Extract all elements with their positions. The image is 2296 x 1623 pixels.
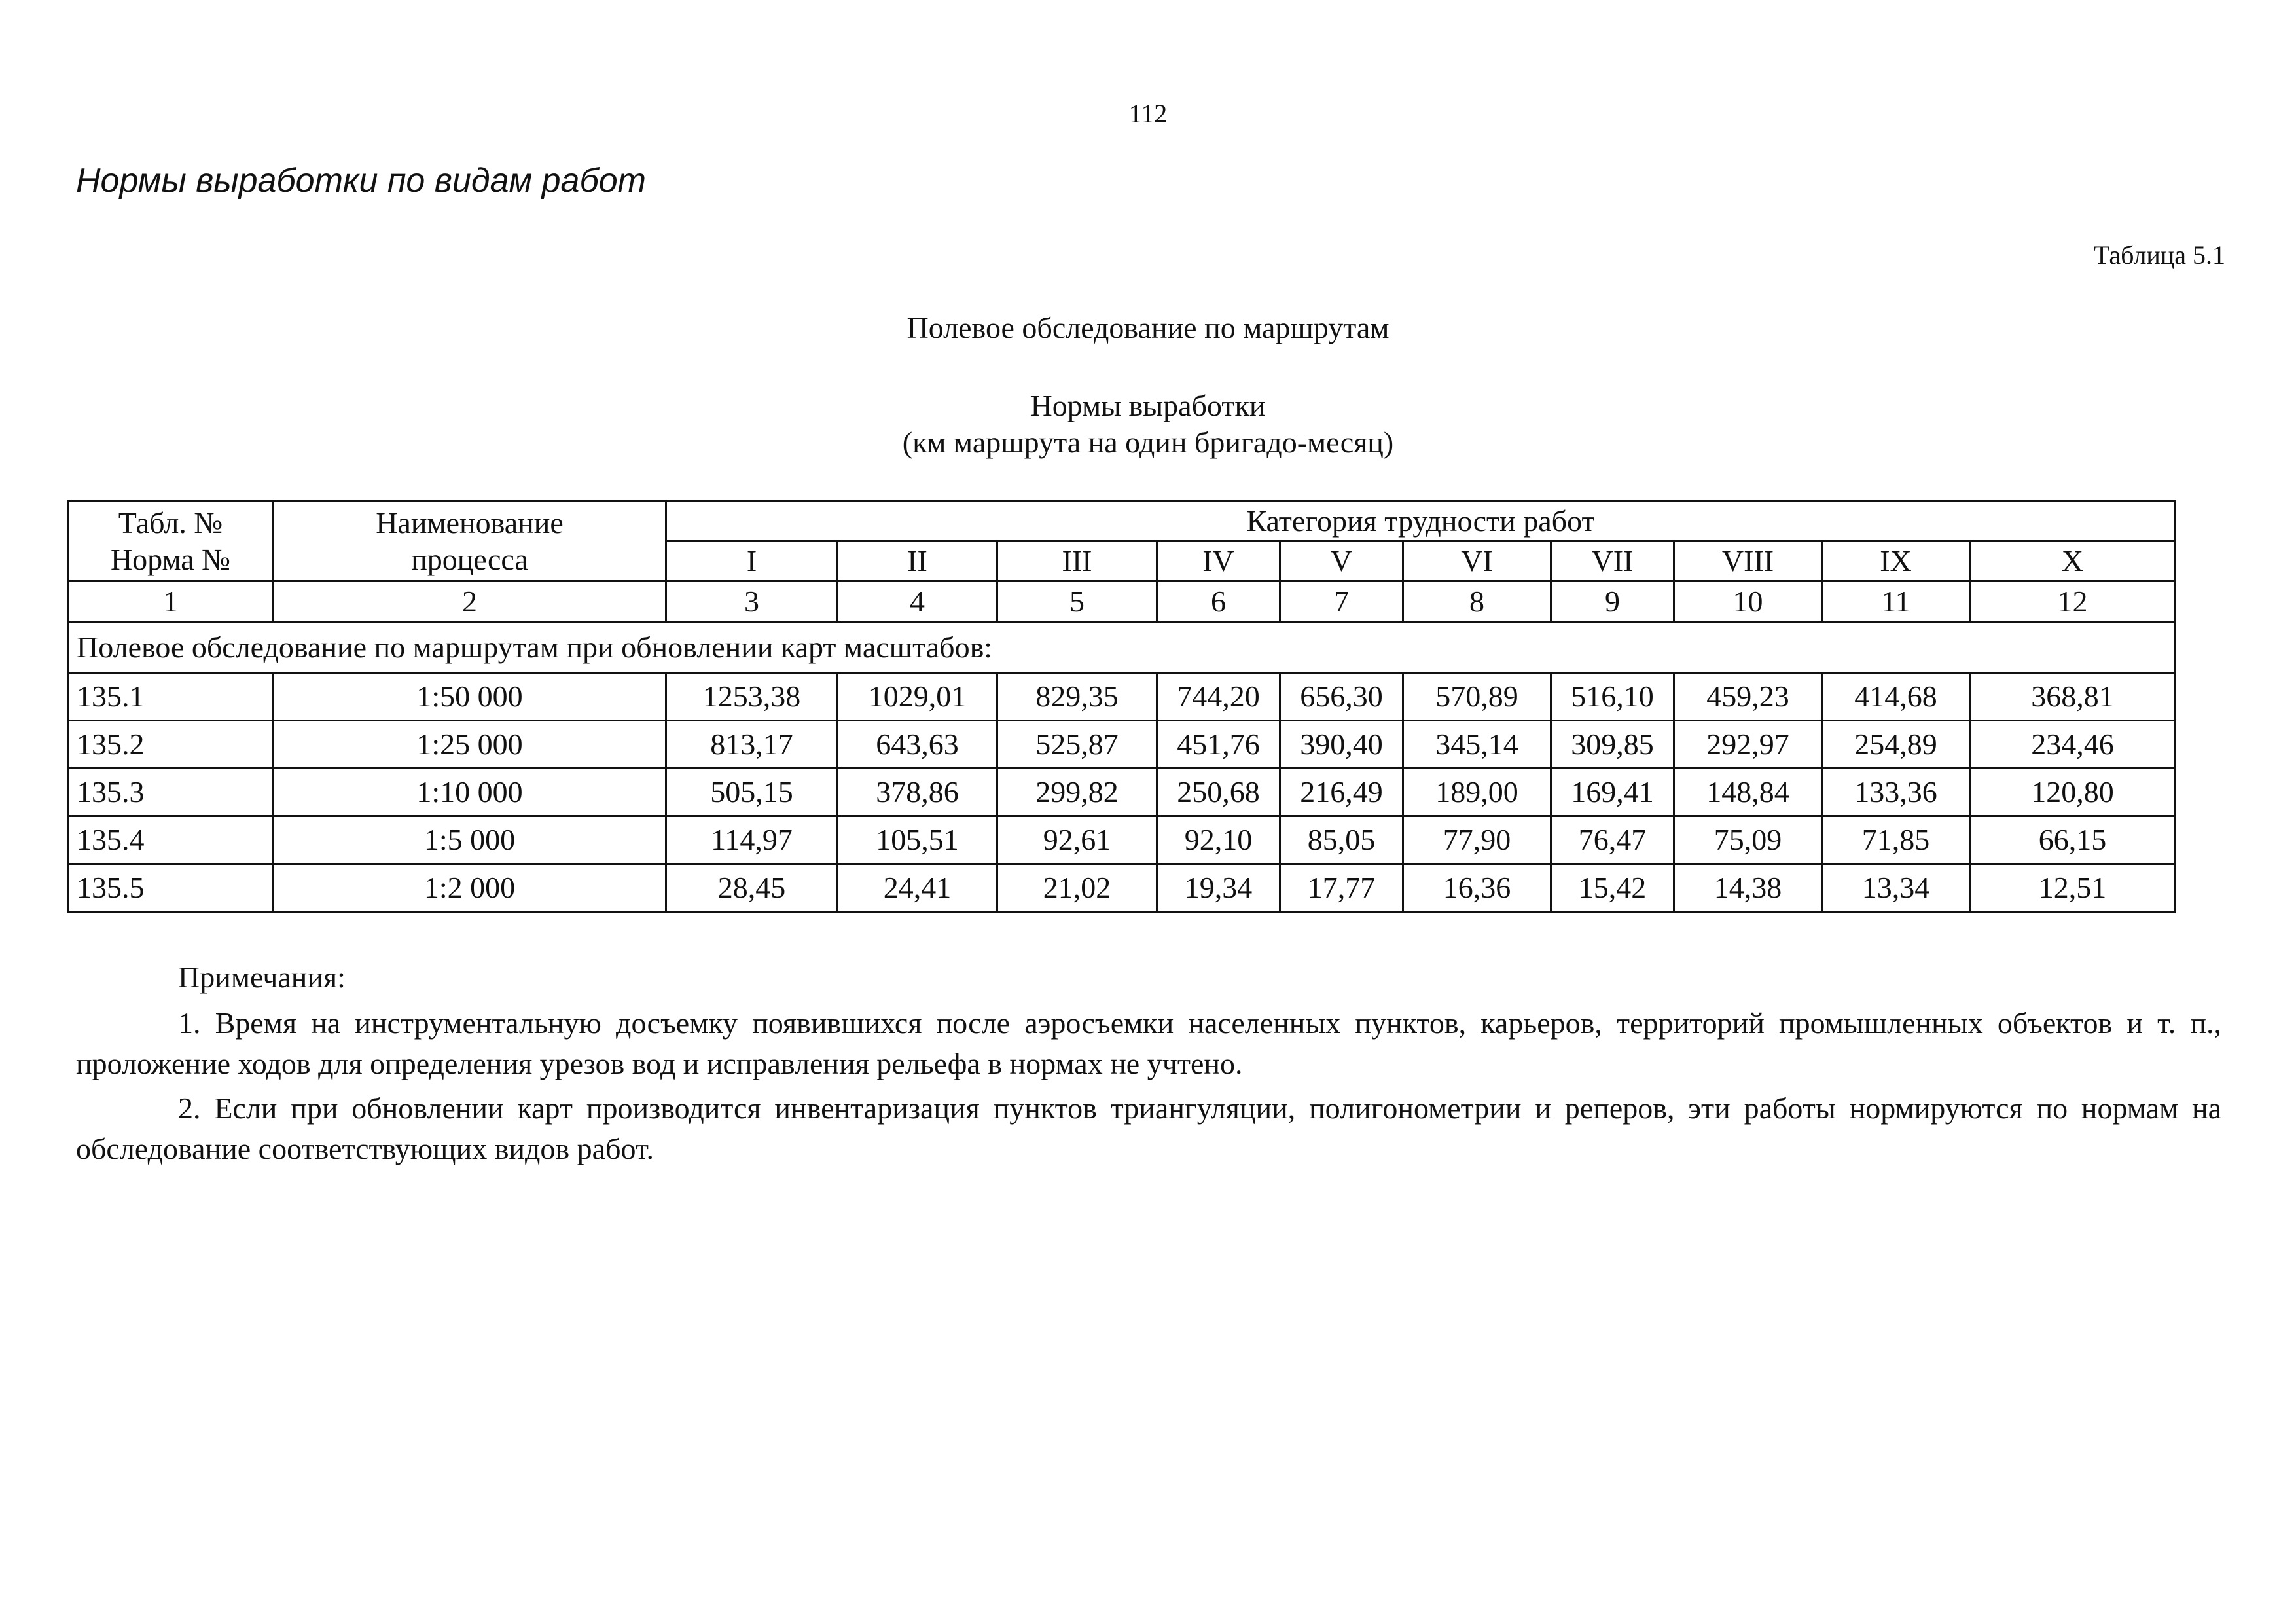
table-row (68, 769, 2176, 816)
norms-table (67, 500, 2176, 913)
column-number-row (68, 581, 2176, 623)
category-cell: VIII (1674, 541, 1822, 581)
scale-cell: 1:5 000 (274, 816, 666, 864)
scale-cell: 1:10 000 (274, 769, 666, 816)
section-title: Нормы выработки по видам работ (76, 162, 646, 200)
category-cell: VI (1403, 541, 1551, 581)
notes (76, 957, 2221, 1173)
norm-number-cell: 135.1 (68, 673, 274, 721)
value-cell: 813,17 (666, 721, 838, 769)
value-cell: 368,81 (1970, 673, 2176, 721)
value-cell: 1253,38 (666, 673, 838, 721)
value-cell: 459,23 (1674, 673, 1822, 721)
table-row (68, 864, 2176, 912)
value-cell: 114,97 (666, 816, 838, 864)
value-cell: 744,20 (1157, 673, 1280, 721)
value-cell: 14,38 (1674, 864, 1822, 912)
value-cell: 1029,01 (838, 673, 997, 721)
norm-number-cell: 135.4 (68, 816, 274, 864)
value-cell: 75,09 (1674, 816, 1822, 864)
page-number: 112 (1128, 99, 1168, 128)
column-number-cell: 7 (1280, 581, 1403, 623)
column-number-cell: 9 (1551, 581, 1674, 623)
column-number-cell: 3 (666, 581, 838, 623)
value-cell: 516,10 (1551, 673, 1674, 721)
category-cell: I (666, 541, 838, 581)
table-row (68, 816, 2176, 864)
column-number-cell: 4 (838, 581, 997, 623)
value-cell: 169,41 (1551, 769, 1674, 816)
value-cell: 292,97 (1674, 721, 1822, 769)
value-cell: 71,85 (1822, 816, 1970, 864)
value-cell: 216,49 (1280, 769, 1403, 816)
value-cell: 77,90 (1403, 816, 1551, 864)
column-number-cell: 8 (1403, 581, 1551, 623)
note-item: 2. Если при обновлении карт производится инвентаризация пунктов триангуляции, полигонометрии и реперов, эти работы нормируются по нормам на обследование соответствующих видов работ. (76, 1091, 2221, 1165)
value-cell: 309,85 (1551, 721, 1674, 769)
value-cell: 570,89 (1403, 673, 1551, 721)
category-header: Категория трудности работ (666, 501, 2176, 541)
col-header-process (274, 501, 666, 581)
category-cell: V (1280, 541, 1403, 581)
value-cell: 345,14 (1403, 721, 1551, 769)
table-subtitle (0, 388, 2296, 461)
value-cell: 133,36 (1822, 769, 1970, 816)
column-number-cell: 10 (1674, 581, 1822, 623)
value-cell: 17,77 (1280, 864, 1403, 912)
category-cell: VII (1551, 541, 1674, 581)
category-cell: IX (1822, 541, 1970, 581)
table-row (68, 721, 2176, 769)
col-header-process-line-2: процесса (411, 542, 528, 576)
col-header-process-line-1: Наименование (376, 505, 564, 539)
category-cell: II (838, 541, 997, 581)
scale-cell: 1:25 000 (274, 721, 666, 769)
norm-number-cell: 135.2 (68, 721, 274, 769)
value-cell: 189,00 (1403, 769, 1551, 816)
norm-number-cell: 135.5 (68, 864, 274, 912)
col-header-norm-line-1: Табл. № (118, 505, 223, 539)
note-item: 1. Время на инструментальную досъемку появившихся после аэросъемки населенных пунктов, карьеров, территорий промышленных объектов и т. п., проложение ходов для определения урезов вод и исправления рельефа в нормах не учтено. (76, 1006, 2221, 1080)
group-row (68, 623, 2176, 673)
value-cell: 525,87 (997, 721, 1157, 769)
value-cell: 19,34 (1157, 864, 1280, 912)
value-cell: 16,36 (1403, 864, 1551, 912)
value-cell: 250,68 (1157, 769, 1280, 816)
scale-cell: 1:50 000 (274, 673, 666, 721)
table-label: Таблица 5.1 (2093, 240, 2225, 270)
value-cell: 66,15 (1970, 816, 2176, 864)
notes-heading: Примечания: (178, 960, 346, 994)
value-cell: 505,15 (666, 769, 838, 816)
value-cell: 28,45 (666, 864, 838, 912)
column-number-cell: 11 (1822, 581, 1970, 623)
norm-number-cell: 135.3 (68, 769, 274, 816)
value-cell: 451,76 (1157, 721, 1280, 769)
value-cell: 829,35 (997, 673, 1157, 721)
value-cell: 13,34 (1822, 864, 1970, 912)
col-header-norm (68, 501, 274, 581)
value-cell: 378,86 (838, 769, 997, 816)
category-cell: IV (1157, 541, 1280, 581)
scale-cell: 1:2 000 (274, 864, 666, 912)
column-number-cell: 2 (274, 581, 666, 623)
value-cell: 21,02 (997, 864, 1157, 912)
value-cell: 76,47 (1551, 816, 1674, 864)
value-cell: 92,61 (997, 816, 1157, 864)
value-cell: 414,68 (1822, 673, 1970, 721)
value-cell: 92,10 (1157, 816, 1280, 864)
subtitle-line-1: Нормы выработки (1030, 389, 1266, 422)
table-title: Полевое обследование по маршрутам (906, 311, 1390, 344)
value-cell: 105,51 (838, 816, 997, 864)
value-cell: 15,42 (1551, 864, 1674, 912)
category-cell: III (997, 541, 1157, 581)
value-cell: 234,46 (1970, 721, 2176, 769)
column-number-cell: 6 (1157, 581, 1280, 623)
category-cell: X (1970, 541, 2176, 581)
table-row (68, 673, 2176, 721)
value-cell: 254,89 (1822, 721, 1970, 769)
value-cell: 299,82 (997, 769, 1157, 816)
value-cell: 656,30 (1280, 673, 1403, 721)
value-cell: 643,63 (838, 721, 997, 769)
value-cell: 148,84 (1674, 769, 1822, 816)
column-number-cell: 1 (68, 581, 274, 623)
group-label: Полевое обследование по маршрутам при обновлении карт масштабов: (68, 623, 2176, 673)
column-number-cell: 12 (1970, 581, 2176, 623)
value-cell: 12,51 (1970, 864, 2176, 912)
value-cell: 120,80 (1970, 769, 2176, 816)
col-header-norm-line-2: Норма № (110, 542, 231, 576)
value-cell: 390,40 (1280, 721, 1403, 769)
value-cell: 24,41 (838, 864, 997, 912)
column-number-cell: 5 (997, 581, 1157, 623)
value-cell: 85,05 (1280, 816, 1403, 864)
subtitle-line-2: (км маршрута на один бригадо-месяц) (902, 426, 1394, 459)
header-row-1 (68, 501, 2176, 541)
